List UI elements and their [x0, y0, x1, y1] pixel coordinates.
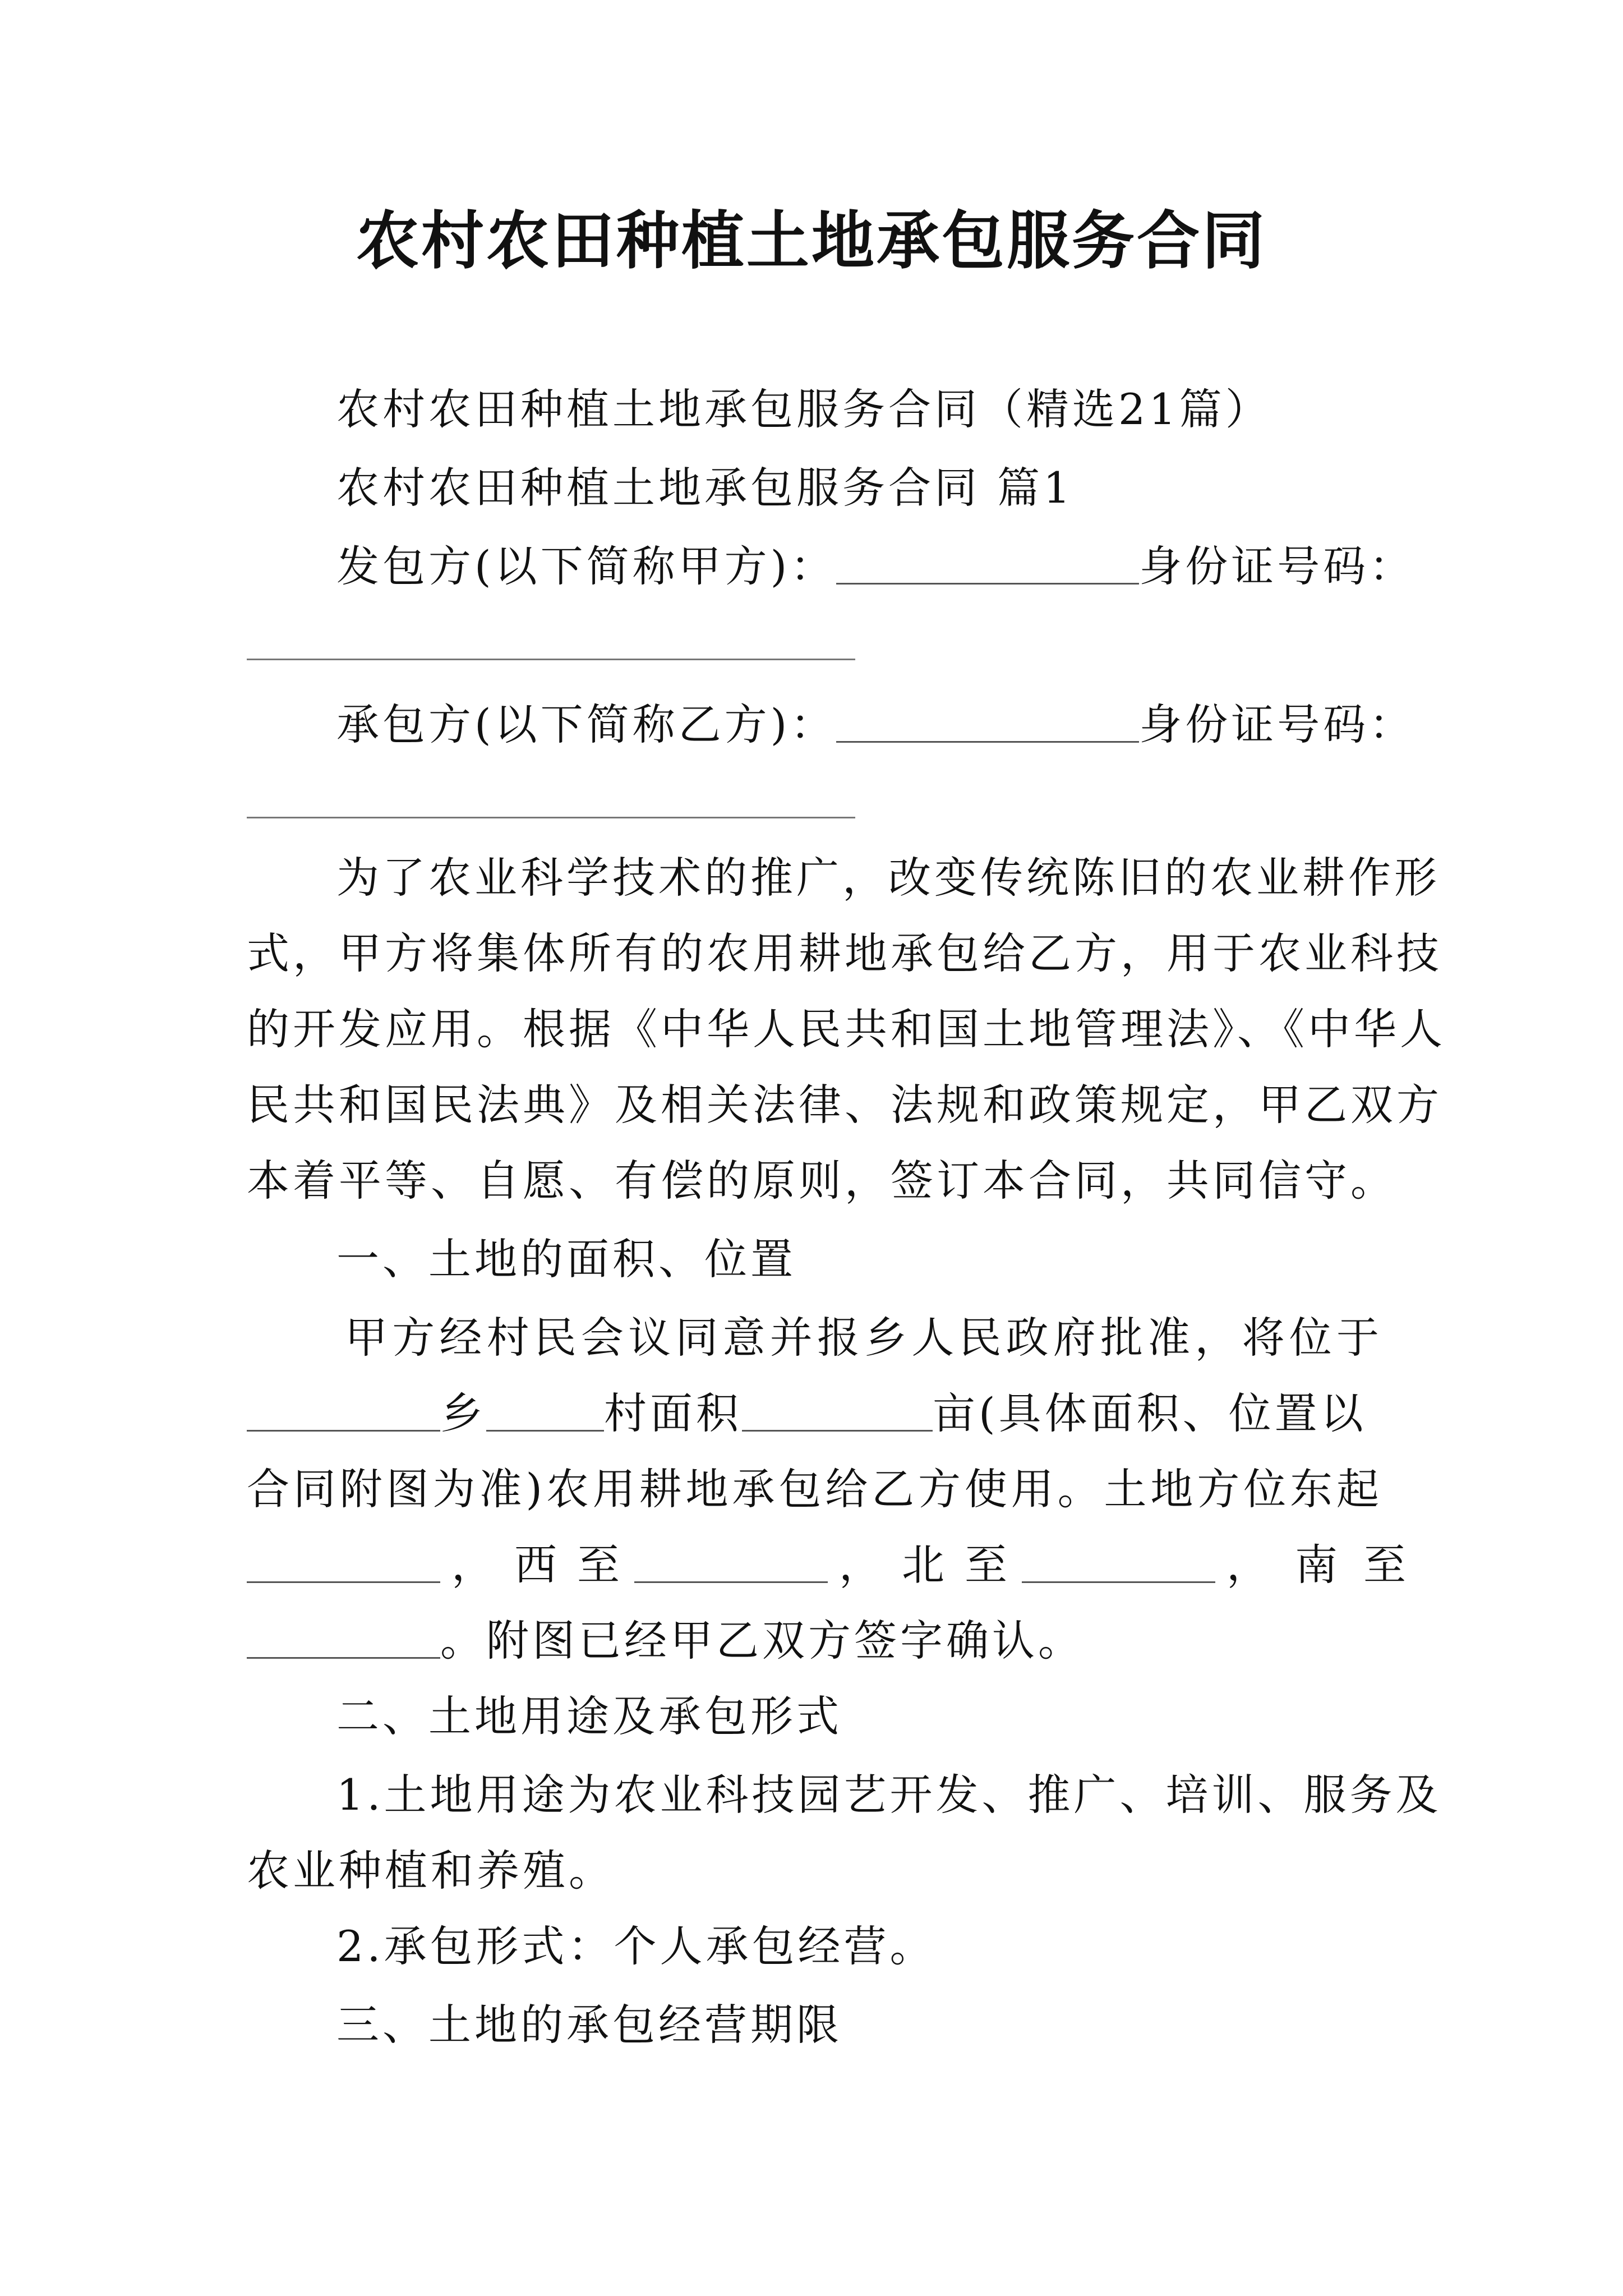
comma: ，	[451, 1540, 497, 1590]
cun-blank	[486, 1389, 604, 1432]
south-label: 南	[1295, 1540, 1341, 1590]
party-a-name-blank	[836, 542, 1139, 585]
north-blank	[1022, 1541, 1215, 1583]
intro-line: 式，甲方将集体所有的农用耕地承包给乙方，用于农业科技	[247, 928, 1442, 978]
cun-label: 村面积	[604, 1388, 742, 1438]
article2-heading: 二、土地用途及承包形式	[336, 1691, 842, 1741]
party-a-id-blank	[247, 659, 855, 660]
section-heading: 农村农田种植土地承包服务合同 篇1	[336, 463, 1074, 513]
west-blank	[634, 1541, 828, 1583]
to-label: 至	[965, 1540, 1011, 1590]
article1-heading: 一、土地的面积、位置	[336, 1234, 796, 1284]
comma: ，	[839, 1540, 885, 1590]
document-title: 农村农田种植土地承包服务合同	[356, 204, 1267, 278]
xiang-label: 乡	[440, 1388, 486, 1438]
article1-confirm: 。附图已经甲乙双方签字确认。	[440, 1616, 1084, 1665]
to-label: 至	[1363, 1540, 1409, 1590]
party-a-id-label: 身份证号码：	[1139, 541, 1415, 591]
intro-line: 民共和国民法典》及相关法律、法规和政策规定，甲乙双方	[247, 1080, 1442, 1130]
article1-line: 合同附图为准)农用耕地承包给乙方使用。土地方位东起	[247, 1464, 1382, 1514]
party-b-line	[247, 697, 1415, 753]
north-label: 北	[902, 1540, 948, 1590]
article3-heading: 三、土地的承包经营期限	[336, 2000, 842, 2050]
comma: ，	[1227, 1540, 1272, 1590]
party-a-label: 发包方(以下简称甲方)：	[336, 541, 837, 591]
party-b-name-blank	[836, 701, 1139, 743]
party-b-id-blank	[247, 817, 855, 818]
to-label: 至	[577, 1540, 623, 1590]
south-blank	[247, 1617, 440, 1659]
west-label: 西	[514, 1540, 560, 1590]
party-b-id-label: 身份证号码：	[1139, 700, 1415, 749]
east-blank	[247, 1541, 440, 1583]
article1-line: 甲方经村民会议同意并报乡人民政府批准，将位于	[345, 1313, 1382, 1363]
subtitle: 农村农田种植土地承包服务合同（精选21篇）	[336, 384, 1271, 434]
party-a-line	[247, 539, 1415, 595]
article1-location-line	[247, 1386, 1382, 1442]
mu-label: 亩(具体面积、位置以	[933, 1388, 1367, 1438]
article1-last-line	[247, 1613, 1382, 1669]
xiang-blank	[247, 1389, 440, 1432]
article2-item1-cont: 农业种植和养殖。	[247, 1846, 615, 1895]
article2-item2: 2.承包形式：个人承包经营。	[336, 1921, 936, 1971]
article1-boundary-line	[247, 1537, 1409, 1593]
intro-line: 为了农业科学技术的推广，改变传统陈旧的农业耕作形	[336, 853, 1440, 903]
intro-line: 的开发应用。根据《中华人民共和国土地管理法》、《中华人	[247, 1004, 1446, 1054]
article2-item1: 1.土地用途为农业科技园艺开发、推广、培训、服务及	[336, 1770, 1442, 1820]
intro-line: 本着平等、自愿、有偿的原则，签订本合同，共同信守。	[247, 1156, 1396, 1205]
party-b-label: 承包方(以下简称乙方)：	[336, 700, 837, 749]
area-blank	[742, 1389, 933, 1432]
